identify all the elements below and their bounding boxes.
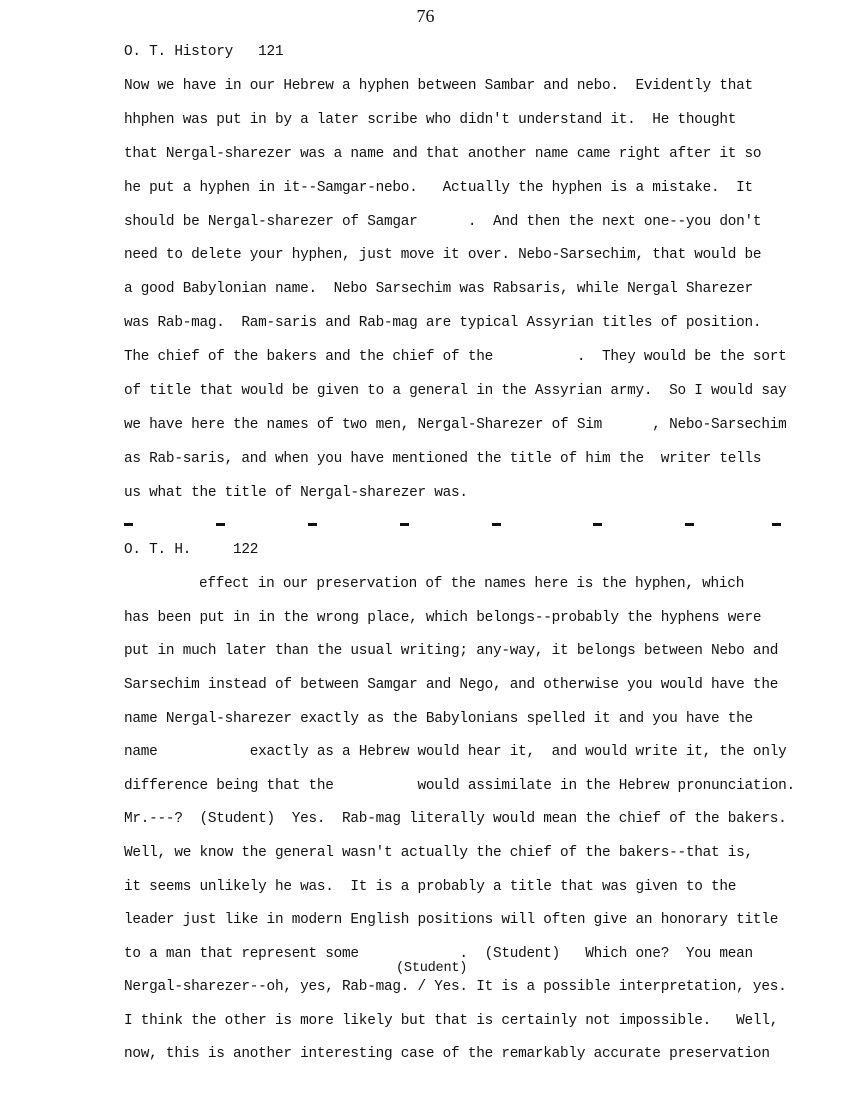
text-line: that Nergal-sharezer was a name and that another name came right after it so (124, 146, 762, 162)
text-line: as Rab-saris, and when you have mentioned the title of him the writer tells (124, 451, 762, 467)
text-line: name exactly as a Hebrew would hear it, and would write it, the only (124, 744, 787, 760)
text-line: to a man that represent some . (Student) Which one? You mean (124, 946, 753, 962)
section-heading: O. T. H. 122 (124, 542, 259, 558)
separator-dash (400, 523, 409, 526)
separator-dash (492, 523, 501, 526)
text-line: Mr.---? (Student) Yes. Rab-mag literally would mean the chief of the bakers. (124, 811, 787, 827)
text-line: Now we have in our Hebrew a hyphen between Sambar and nebo. Evidently that (124, 78, 753, 94)
text-line: has been put in in the wrong place, which belongs--probably the hyphens were (124, 610, 762, 626)
separator-dash (772, 523, 781, 526)
text-line: Well, we know the general wasn't actually the chief of the bakers--that is, (124, 845, 753, 861)
text-line: should be Nergal-sharezer of Samgar . And then the next one--you don't (124, 214, 762, 230)
text-line: us what the title of Nergal-sharezer was. (124, 485, 468, 501)
text-line: it seems unlikely he was. It is a probably a title that was given to the (124, 879, 737, 895)
page-number: 76 (416, 6, 435, 26)
text-line: effect in our preservation of the names here is the hyphen, which (199, 576, 745, 592)
text-line: Sarsechim instead of between Samgar and Nego, and otherwise you would have the (124, 677, 779, 693)
text-line: leader just like in modern English positions will often give an honorary title (124, 912, 779, 928)
text-line: now, this is another interesting case of the remarkably accurate preservation (124, 1046, 770, 1062)
separator-dash (593, 523, 602, 526)
text-line: was Rab-mag. Ram-saris and Rab-mag are typical Assyrian titles of position. (124, 315, 762, 331)
text-line: of title that would be given to a general in the Assyrian army. So I would say (124, 383, 787, 399)
interlinear-note: (Student) (396, 961, 468, 976)
separator-dash (308, 523, 317, 526)
text-line: name Nergal-sharezer exactly as the Babylonians spelled it and you have the (124, 711, 753, 727)
text-line: difference being that the would assimilate in the Hebrew pronunciation. (124, 778, 795, 794)
text-line: we have here the names of two men, Nergal-Sharezer of Sim , Nebo-Sarsechim (124, 417, 787, 433)
text-line: The chief of the bakers and the chief of the . They would be the sort (124, 349, 787, 365)
text-line: hhphen was put in by a later scribe who didn't understand it. He thought (124, 112, 737, 128)
separator-dash (685, 523, 694, 526)
text-line: he put a hyphen in it--Samgar-nebo. Actually the hyphen is a mistake. It (124, 180, 753, 196)
text-line: I think the other is more likely but that is certainly not impossible. Well, (124, 1013, 779, 1029)
text-line: put in much later than the usual writing; any-way, it belongs between Nebo and (124, 643, 779, 659)
separator-dash (216, 523, 225, 526)
text-line: Nergal-sharezer--oh, yes, Rab-mag. / Yes. It is a possible interpretation, yes. (124, 979, 787, 995)
text-line: need to delete your hyphen, just move it over. Nebo-Sarsechim, that would be (124, 247, 762, 263)
separator-dash (124, 523, 133, 526)
text-line: a good Babylonian name. Nebo Sarsechim was Rabsaris, while Nergal Sharezer (124, 281, 753, 297)
section-heading: O. T. History 121 (124, 44, 284, 60)
